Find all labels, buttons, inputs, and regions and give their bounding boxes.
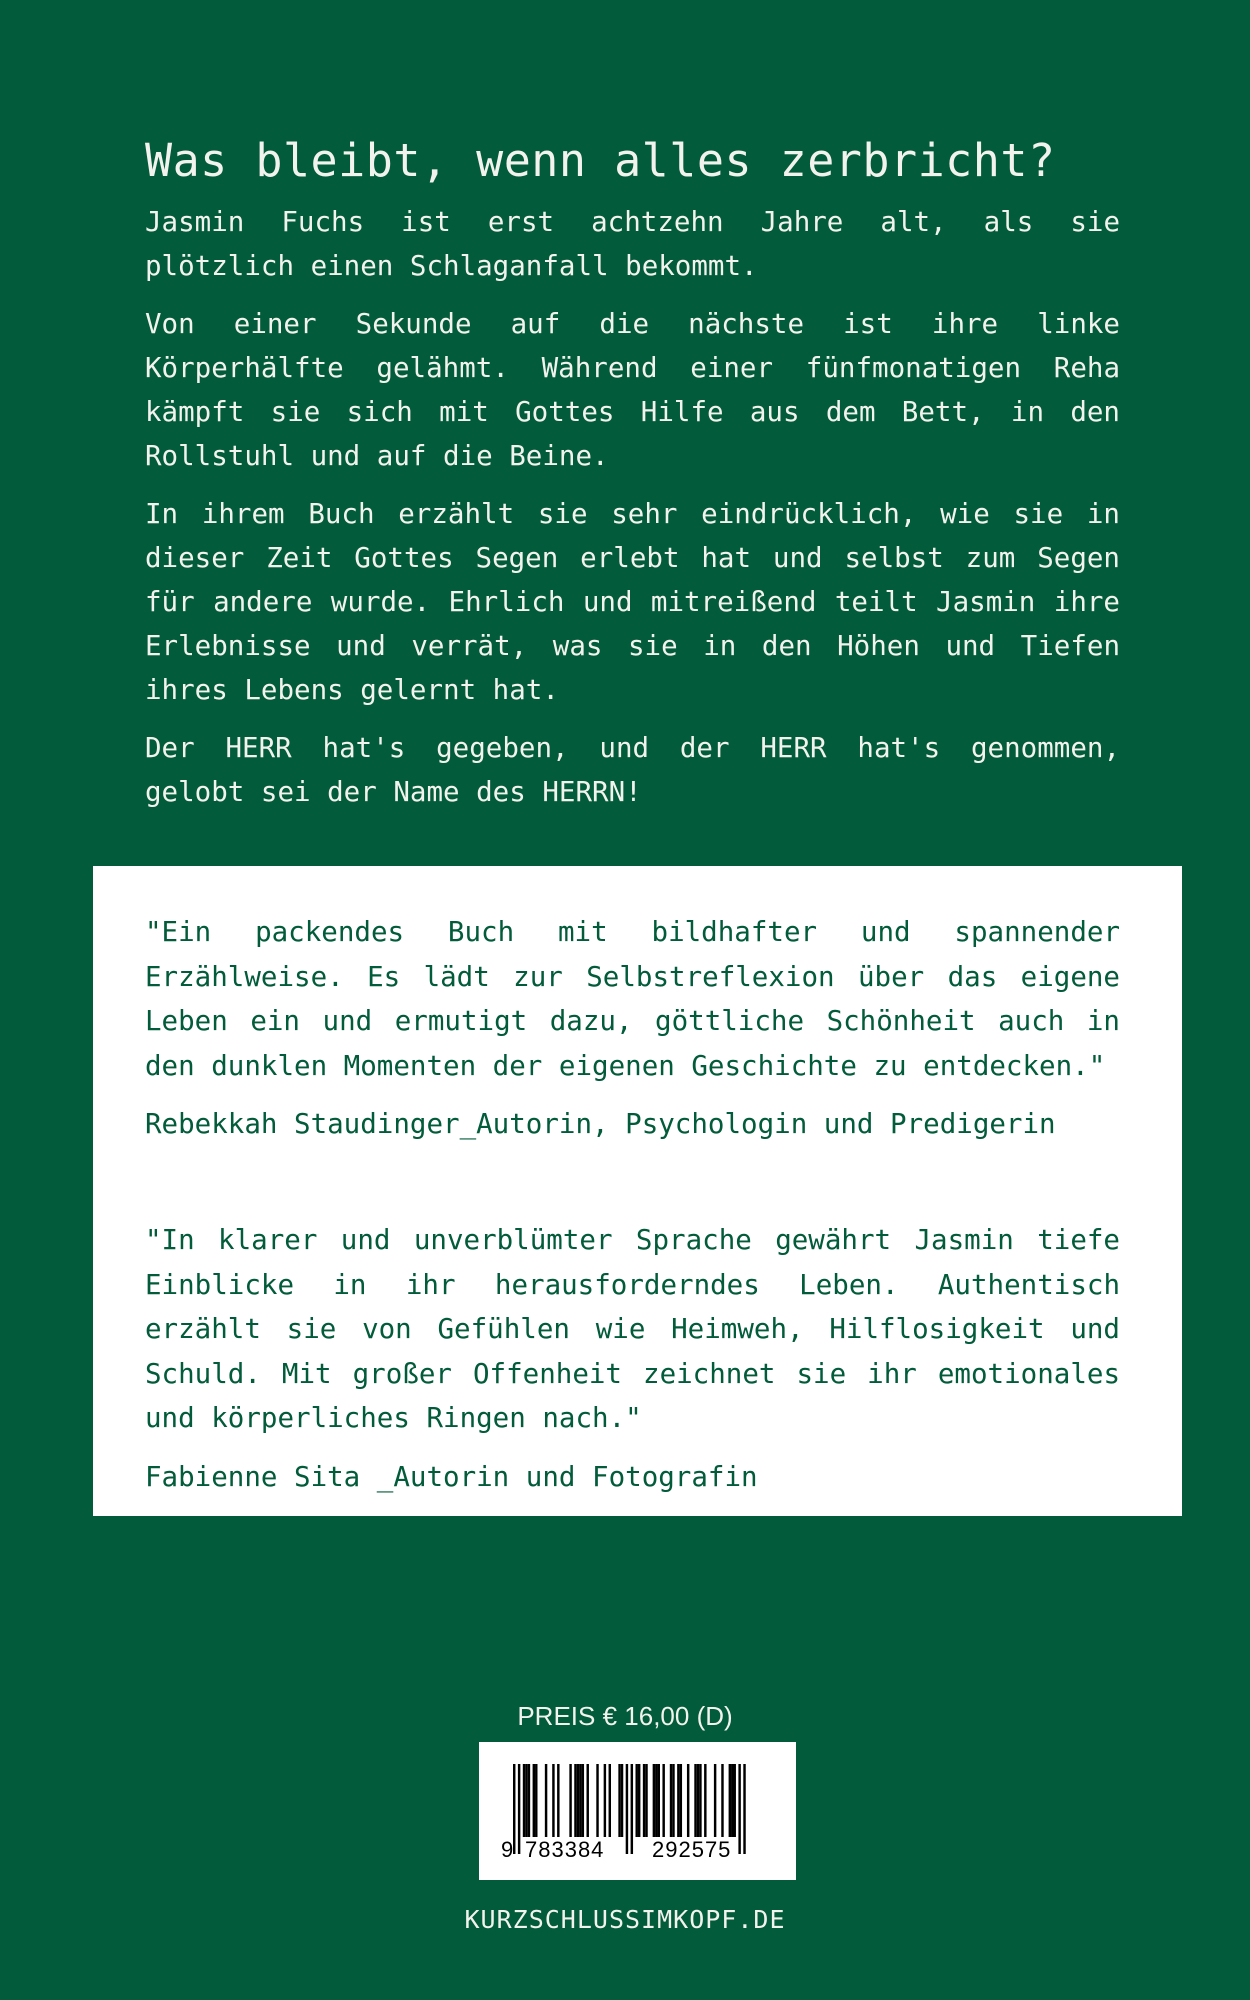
- barcode-bar: [621, 1764, 623, 1837]
- testimonial-author: Rebekkah Staudinger_Autorin, Psychologin und Predigerin: [145, 1108, 1056, 1140]
- barcode-bar: [734, 1764, 736, 1837]
- barcode-bar: [655, 1764, 657, 1837]
- barcode-bar: [636, 1764, 638, 1837]
- barcode-bar: [535, 1764, 537, 1837]
- barcode-bar: [626, 1764, 628, 1854]
- headline: Was bleibt, wenn alles zerbricht?: [145, 134, 1056, 187]
- blurb-paragraph: In ihrem Buch erzählt sie sehr eindrücklich, wie sie in dieser Zeit Gottes Segen erlebt hat und selbst zum Segen für andere wurde. Ehrlich und mitreißend teilt Jasmin ihre Erlebnisse und verrät, was sie in den Höhen und Tiefen ihres Lebens gelernt hat.: [145, 498, 1120, 706]
- testimonial-text: "Ein packendes Buch mit bildhafter und spannender Erzählweise. Es lädt zur Selbstreflexion über das eigene Leben ein und ermutigt dazu, göttliche Schönheit auch in den dunklen Momenten der eigenen Geschichte zu entdecken.": [145, 916, 1120, 1082]
- barcode-bar: [731, 1764, 733, 1837]
- barcode-bar: [729, 1764, 731, 1837]
- barcode-bar: [672, 1764, 674, 1837]
- barcode-bar: [677, 1764, 679, 1837]
- barcode-bar: [552, 1764, 554, 1837]
- barcode-bar: [569, 1764, 571, 1837]
- barcode-bar: [557, 1764, 559, 1837]
- barcode-bar: [545, 1764, 547, 1837]
- price-label: PREIS € 16,00 (D): [517, 1701, 733, 1731]
- barcode-bar: [662, 1764, 664, 1837]
- barcode-bar: [523, 1764, 525, 1837]
- barcode-bar: [631, 1764, 633, 1854]
- barcode-bar: [643, 1764, 645, 1837]
- barcode-bar: [579, 1764, 581, 1837]
- barcode-bar: [653, 1764, 655, 1837]
- barcode-bar: [525, 1764, 527, 1837]
- barcode-bar: [609, 1764, 611, 1837]
- barcode-bar: [604, 1764, 606, 1837]
- barcode-bar: [699, 1764, 701, 1837]
- barcode-bar: [638, 1764, 640, 1837]
- barcode-bar: [574, 1764, 576, 1837]
- barcode-bar: [687, 1764, 689, 1837]
- testimonial-text: "In klarer und unverblümter Sprache gewährt Jasmin tiefe Einblicke in ihr herausforderndes Leben. Authentisch erzählt sie von Gefühlen wie Heimweh, Hilflosigkeit und Schuld. Mit großer Offenheit zeichnet sie ihr emotionales und körperliches Ringen nach.": [145, 1224, 1120, 1434]
- blurb-paragraph: Von einer Sekunde auf die nächste ist ihre linke Körperhälfte gelähmt. Während einer fünfmonatigen Reha kämpft sie sich mit Gottes Hilfe aus dem Bett, in den Rollstuhl und auf die Beine.: [145, 308, 1120, 472]
- blurb-paragraph: Der HERR hat's gegeben, und der HERR hat's genommen, gelobt sei der Name des HERRN!: [145, 732, 1120, 808]
- testimonial-author: Fabienne Sita _Autorin und Fotografin: [145, 1460, 758, 1493]
- isbn-barcode: [479, 1742, 796, 1880]
- barcode-bar: [704, 1764, 706, 1837]
- barcode-bar: [533, 1764, 535, 1837]
- testimonials-panel: [93, 866, 1182, 1516]
- barcode-bar: [513, 1764, 515, 1854]
- barcode-first-digit: 9: [501, 1837, 514, 1862]
- blurb-paragraph: Jasmin Fuchs ist erst achtzehn Jahre alt, als sie plötzlich einen Schlaganfall bekommt.: [145, 206, 1120, 282]
- barcode-bar: [618, 1764, 620, 1837]
- barcode-bar: [721, 1764, 723, 1837]
- testimonial: [145, 1218, 1120, 1499]
- barcode-bar: [645, 1764, 647, 1837]
- barcode-bar: [680, 1764, 682, 1837]
- barcode-bar: [697, 1764, 699, 1837]
- barcode-bar: [528, 1764, 530, 1837]
- barcode-bar: [658, 1764, 660, 1837]
- barcode-right-digits: 292575: [652, 1837, 732, 1862]
- testimonial: [145, 910, 1120, 1146]
- barcode-left-digits: 783384: [525, 1837, 605, 1862]
- website-url: KURZSCHLUSSIMKOPF.DE: [464, 1905, 786, 1934]
- barcode-bar: [587, 1764, 589, 1837]
- barcode-bar: [582, 1764, 584, 1837]
- barcode-bar: [596, 1764, 598, 1837]
- barcode-bar: [694, 1764, 696, 1837]
- barcode-bar: [738, 1764, 740, 1854]
- barcode-bar: [518, 1764, 520, 1854]
- barcode-bar: [670, 1764, 672, 1837]
- barcode-bar: [743, 1764, 745, 1854]
- barcode-bar: [577, 1764, 579, 1837]
- barcode-bar: [714, 1764, 716, 1837]
- blurb-section: [145, 132, 1120, 828]
